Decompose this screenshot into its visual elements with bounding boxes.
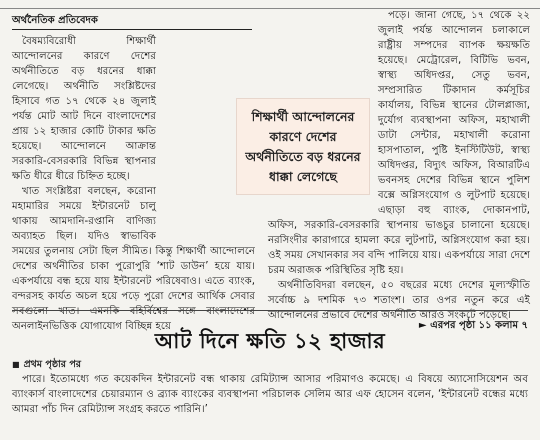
byline: অর্থনৈতিক প্রতিবেদক: [12, 14, 252, 30]
paragraph: খাত সংশ্লিষ্টরা বলছেন, করোনা মহামারির সময়ে ইন্টারনেট চালু থাকায় আমদানি-রপ্তানি বাণিজ্য অব্যাহত ছিল। যদিও স্বাভাবিক সময়ের তুলনায় সেটা ছিল সীমিত। কিন্তু শিক্ষার্থী আন্দোলনে দেশের অর্থনীতির চাকা পুরোপুরি ‘শাট ডাউন’ হয়ে যায়। একপর্যায়ে বন্ধ হয়ে যায় ইন্টারনেট পরিষেবাও। এতে ব্যাংক, বন্দরসহ কার্যত অচল হয়ে পড়ে পুরো দেশের আর্থিক সেবার সবগুলো খাত। এমনকি বহির্বিশ্বের সঙ্গে বাংলাদেশের অনলাইনভিত্তিক যোগাযোগ বিচ্ছিন্ন হয়ে: [12, 186, 255, 332]
continued-note: ► এরপর পৃষ্ঠা ১১ কলাম ৭: [418, 320, 528, 331]
article-body-bottom: [12, 372, 528, 440]
paragraph: অর্থনীতিবিদরা বলছেন, ৫০ বছরের মধ্যে দেশের মূল্যস্ফীতি সর্বোচ্চ ৯ দশমিক ৭৩ শতাংশ। তার ওপর নতুন করে এই আন্দোলনের প্রভাবে দেশের অর্থনীতি আরও সংকটে পড়েছে।: [268, 280, 530, 321]
continued-from: [12, 358, 81, 373]
paragraph: পারে। ইতোমধ্যে গত কয়েকদিন ইন্টারনেট বন্ধ থাকায় রেমিট্যান্স আসার পরিমাণও কমেছে। এ বিষয়ে অ্যাসোসিয়েশন অব ব্যাংকার্স বাংলাদেশের চেয়ারম্যান ও ব্র্যাক ব্যাংকের ব্যবস্থাপনা পরিচালক সেলিম আর এফ হোসেন বলেন, ‘ইন্টারনেট বন্ধের মধ্যে আমরা পাঁচ দিন রেমিট্যান্স সংগ্রহ করতে পারিনি।’: [12, 374, 528, 415]
triangle-icon: ■: [12, 360, 20, 369]
article-column-left: [12, 34, 255, 332]
continued-from-label: প্রথম পৃষ্ঠার পর: [23, 359, 81, 370]
paragraph: পড়ে। জানা গেছে, ১৭ থেকে ২২ জুলাই পর্যন্ত আন্দোলন চলাকালে রাষ্ট্রীয় সম্পদের ব্যাপক ক্ষয়ক্ষতি হয়েছে। মেট্রোরেল, বিটিভি ভবন, স্বাস্থ্য অধিদপ্তর, সেতু ভবন, সম্প্রসারিত টিকাদান কর্মসূচির কার্যালয়, বিভিন্ন স্থানের টোলপ্লাজা, দুর্যোগ ব্যবস্থাপনা অফিস, মহাখালী ডাটা সেন্টার, মহাখালী করোনা হাসপাতাল, পুষ্টি ইনস্টিটিউট, স্বাস্থ্য অধিদপ্তর, বিদ্যুৎ অফিস, বিআরটিএ ভবনসহ দেশের বিভিন্ন স্থানে পুলিশ বক্সে অগ্নিসংযোগ ও লুটপাট হয়েছে। এছাড়া বহু ব্যাংক, দোকানপাট, অফিস, সরকারি-বেসরকারি স্থাপনায় ভাঙচুর চালানো হয়েছে। নরসিংদীর কারাগারে হামলা করে লুটপাট, অগ্নিসংযোগ করা হয়। ওই সময় সেখানকার সব বন্দি পালিয়ে যায়। একপর্যায়ে সারা দেশে চরম অরাজক পরিস্থিতির সৃষ্টি হয়।: [268, 10, 530, 276]
section-divider: [12, 310, 528, 311]
paragraph: বৈষম্যবিরোধী শিক্ষার্থী আন্দোলনের কারণে দেশের অর্থনীতিতে বড় ধরনের ধাক্কা লেগেছে। অর্থনীতি সংশ্লিষ্টদের হিসাবে গত ১৭ থেকে ২৪ জুলাই পর্যন্ত মোট আট দিনে বাংলাদেশের প্রায় ১২ হাজার কোটি টাকার ক্ষতি হয়েছে। আন্দোলনে আক্রান্ত সরকারি-বেসরকারি বিভিন্ন স্থাপনার ক্ষতি ধীরে ধীরে চিহ্নিত হচ্ছে।: [12, 36, 156, 182]
pull-quote: শিক্ষার্থী আন্দোলনের কারণে দেশের অর্থনীতিতে বড় ধরনের ধাক্কা লেগেছে: [236, 98, 370, 195]
headline: আট দিনে ক্ষতি ১২ হাজার: [154, 329, 386, 353]
